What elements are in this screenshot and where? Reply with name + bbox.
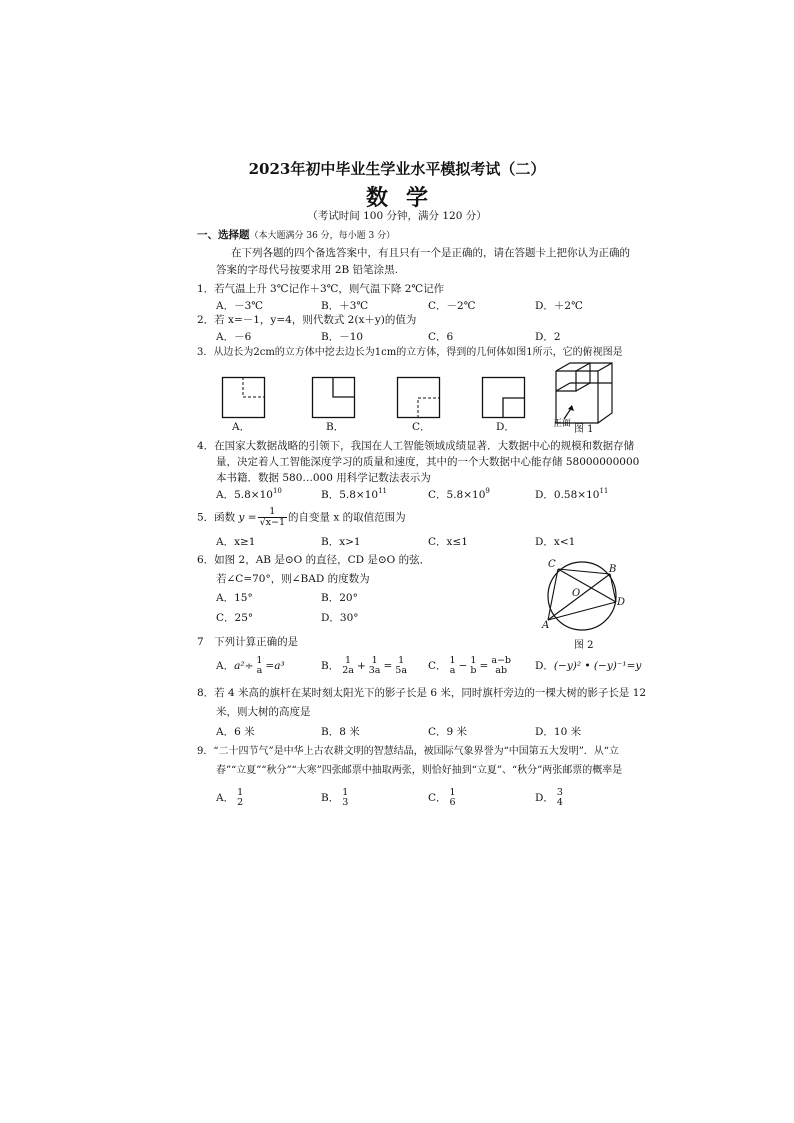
q3-c-hidden-edge <box>418 398 439 418</box>
q9-d-den: 4 <box>556 797 563 808</box>
figure2-label: 图 2 <box>574 640 594 651</box>
q7-b-eq: = <box>383 660 393 672</box>
q7-c-label: C． <box>428 660 447 672</box>
q9-option-d <box>535 788 566 808</box>
q7-b-d1: 2a <box>342 665 354 676</box>
q7-b-frac2 <box>367 656 383 676</box>
q3-option-b-figure <box>312 377 357 420</box>
q7-option-c <box>428 656 514 676</box>
q8-line1: 8．若 4 米高的旗杆在某时刻太阳光下的影子长是 6 米，同时旗杆旁边的一棵大树的影子长是 12 <box>197 687 647 699</box>
q6-line2: 若∠C=70°，则∠BAD 的度数为 <box>216 573 370 585</box>
q2-option-c: C．6 <box>428 331 454 343</box>
exam-note: （考试时间 100 分钟，满分 120 分） <box>307 210 487 222</box>
q4-a-base: A．5.8×10 <box>216 489 273 501</box>
q4-b-base: B．5.8×10 <box>321 489 379 501</box>
q9-a-label: A． <box>216 792 235 804</box>
q7-c-d2: b <box>470 665 477 676</box>
q9-d-frac <box>555 788 565 808</box>
q4-line1: 4．在国家大数据战略的引领下，我国在人工智能领域成绩显著．大数据中心的规模和数据存储 <box>197 440 635 452</box>
q3-d-visible-edge <box>503 398 524 418</box>
q4-option-b <box>321 488 387 502</box>
q3-stem: 3．从边长为2cm的立方体中挖去边长为1cm的立方体，得到的几何体如图1所示，它的俯视图是 <box>197 347 623 358</box>
q5-stem-pre: 5．函数 <box>197 511 236 524</box>
q9-b-den: 3 <box>342 797 349 808</box>
q1-option-d: D．＋2℃ <box>535 300 583 312</box>
q7-b-plus: + <box>356 660 366 672</box>
figure2-point-o: O <box>572 588 581 599</box>
q4-d-base: D．0.58×10 <box>535 489 600 501</box>
q5-option-b: B．x>1 <box>321 536 361 548</box>
q7-stem: 7 下列计算正确的是 <box>197 636 299 648</box>
q4-d-exp: 11 <box>599 487 609 495</box>
q3-option-a-figure <box>222 377 267 420</box>
q9-line1: 9．“二十四节气”是中华上古农耕文明的智慧结晶，被国际气象界誉为“中国第五大发明”．从“立 <box>197 746 619 757</box>
q4-option-c <box>428 488 490 502</box>
q4-option-a <box>216 488 282 502</box>
subject-title: 数学 <box>365 185 446 211</box>
q7-b-d2: 3a <box>368 665 381 676</box>
q7-b-d3: 5a <box>395 665 407 676</box>
q6-option-d: D．30° <box>321 612 359 624</box>
q9-b-num: 1 <box>342 787 349 798</box>
q5-stem-post: 的自变量 x 的取值范围为 <box>288 511 406 524</box>
q9-c-label: C． <box>428 792 447 804</box>
q9-b-frac <box>340 788 350 808</box>
q7-option-d <box>535 659 641 673</box>
q7-c-minus: − <box>458 660 468 672</box>
section-intro-line2: 答案的字母代号按要求用 2B 铅笔涂黑. <box>216 264 398 276</box>
q3-option-b: B． <box>326 421 345 433</box>
q8-option-d: D．10 米 <box>535 726 582 738</box>
q7-c-frac2 <box>468 656 478 676</box>
q7-c-frac1 <box>448 656 458 676</box>
q8-line2: 米，则大树的高度是 <box>216 706 311 718</box>
q3-a-hidden-edge <box>243 377 264 397</box>
q3-option-a: A． <box>232 421 251 433</box>
q6-line1: 6．如图 2，AB 是⊙O 的直径，CD 是⊙O 的弦． <box>197 554 431 566</box>
figure2-point-b: B <box>609 564 617 575</box>
q9-option-a <box>216 788 246 808</box>
q5-option-c: C．x≤1 <box>428 536 468 548</box>
q7-b-n1: 1 <box>345 655 352 666</box>
q9-option-b <box>321 788 351 808</box>
q9-c-den: 6 <box>449 797 456 808</box>
q1-option-b: B．＋3℃ <box>321 300 369 312</box>
q9-d-label: D． <box>535 792 554 804</box>
q3-option-d-figure <box>482 377 527 420</box>
q7-c-n3: a−b <box>491 655 512 666</box>
q3-option-c-figure <box>397 377 442 420</box>
q7-option-b <box>321 656 410 676</box>
q7-a-label: A． <box>216 660 235 672</box>
section-heading-note: （本大题满分 36 分，每小题 3 分） <box>249 231 396 241</box>
q7-c-d1: a <box>449 665 456 676</box>
q9-a-num: 1 <box>237 787 244 798</box>
q9-d-num: 3 <box>556 787 563 798</box>
q4-line2: 量，决定着人工智能深度学习的质量和速度，其中的一个大数据中心能存储 58000000000 <box>216 456 640 468</box>
q8-option-b: B．8 米 <box>321 726 360 738</box>
figure1-cube <box>552 361 618 427</box>
q7-d-label: D． <box>535 660 554 672</box>
q6-option-c: C．25° <box>216 612 254 624</box>
section-heading <box>197 228 395 243</box>
q7-c-n1: 1 <box>449 655 456 666</box>
q7-a-frac <box>254 656 264 676</box>
section-heading-title: 一、选择题 <box>197 229 250 241</box>
q7-a-post: =a³ <box>265 660 285 672</box>
q7-c-n2: 1 <box>470 655 477 666</box>
q7-b-frac1 <box>340 656 356 676</box>
q7-a-num: 1 <box>256 655 263 666</box>
q5-num: 1 <box>258 507 287 518</box>
q7-a-den: a <box>256 665 263 676</box>
q4-b-exp: 11 <box>378 487 387 495</box>
q6-option-b: B．20° <box>321 592 358 604</box>
q2-option-b: B．－10 <box>321 331 364 343</box>
figure2-point-c: C <box>548 559 556 570</box>
q5-y-eq: y = <box>238 511 257 524</box>
q7-a-pre: a²÷ <box>234 660 254 672</box>
q5-stem <box>197 507 406 528</box>
q2-option-d: D．2 <box>535 331 561 343</box>
q1-option-a: A．－3℃ <box>216 300 264 312</box>
exam-title: 2023年初中毕业生学业水平模拟考试（二） <box>248 160 546 178</box>
q4-c-exp: 9 <box>485 487 490 495</box>
q9-c-frac <box>448 788 458 808</box>
figure2-point-d: D <box>617 597 626 608</box>
q5-option-d: D．x<1 <box>535 536 576 548</box>
q7-b-n2: 1 <box>371 655 378 666</box>
q3-option-d: D． <box>496 421 515 433</box>
q1-stem: 1．若气温上升 3℃记作＋3℃，则气温下降 2℃记作 <box>197 283 445 295</box>
q6-option-a: A．15° <box>216 592 253 604</box>
q9-a-den: 2 <box>237 797 244 808</box>
q8-option-c: C．9 米 <box>428 726 468 738</box>
q4-a-exp: 10 <box>272 487 282 495</box>
q5-den: √x−1 <box>259 517 286 528</box>
q7-c-d3: ab <box>495 665 508 676</box>
figure1-front-label: 正面 <box>553 419 572 429</box>
q4-c-base: C．5.8×10 <box>428 489 486 501</box>
figure2-point-a: A <box>542 620 550 631</box>
q7-c-frac3 <box>489 656 513 676</box>
q9-line2: 春”“立夏”“秋分”“大寒”四张邮票中抽取两张，则恰好抽到“立夏”、“秋分”两张邮票的概率是 <box>216 765 623 776</box>
q7-option-a <box>216 656 285 676</box>
figure1-label: 图 1 <box>574 424 594 435</box>
q4-option-d <box>535 488 608 502</box>
q7-b-frac3 <box>393 656 409 676</box>
q7-d-expr: (−y)² • (−y)⁻¹=y <box>553 660 642 672</box>
q7-c-eq: = <box>479 660 489 672</box>
section-intro-line1: 在下列各题的四个备选答案中，有且只有一个是正确的，请在答题卡上把你认为正确的 <box>231 247 630 259</box>
q9-a-frac <box>235 788 245 808</box>
q2-stem: 2．若 x=－1，y=4，则代数式 2(x＋y)的值为 <box>197 314 417 326</box>
q1-option-c: C．－2℃ <box>428 300 476 312</box>
q2-option-a: A．－6 <box>216 331 252 343</box>
q8-option-a: A．6 米 <box>216 726 255 738</box>
q3-b-visible-edge <box>333 377 354 397</box>
q9-b-label: B． <box>321 792 340 804</box>
q5-fraction <box>258 507 287 528</box>
q4-line3: 本书籍．数据 580…000 用科学记数法表示为 <box>216 472 431 484</box>
q3-option-c: C． <box>412 421 431 433</box>
q7-b-n3: 1 <box>398 655 405 666</box>
q7-b-label: B． <box>321 660 340 672</box>
q9-option-c <box>428 788 459 808</box>
q9-c-num: 1 <box>449 787 456 798</box>
q5-option-a: A．x≥1 <box>216 536 256 548</box>
